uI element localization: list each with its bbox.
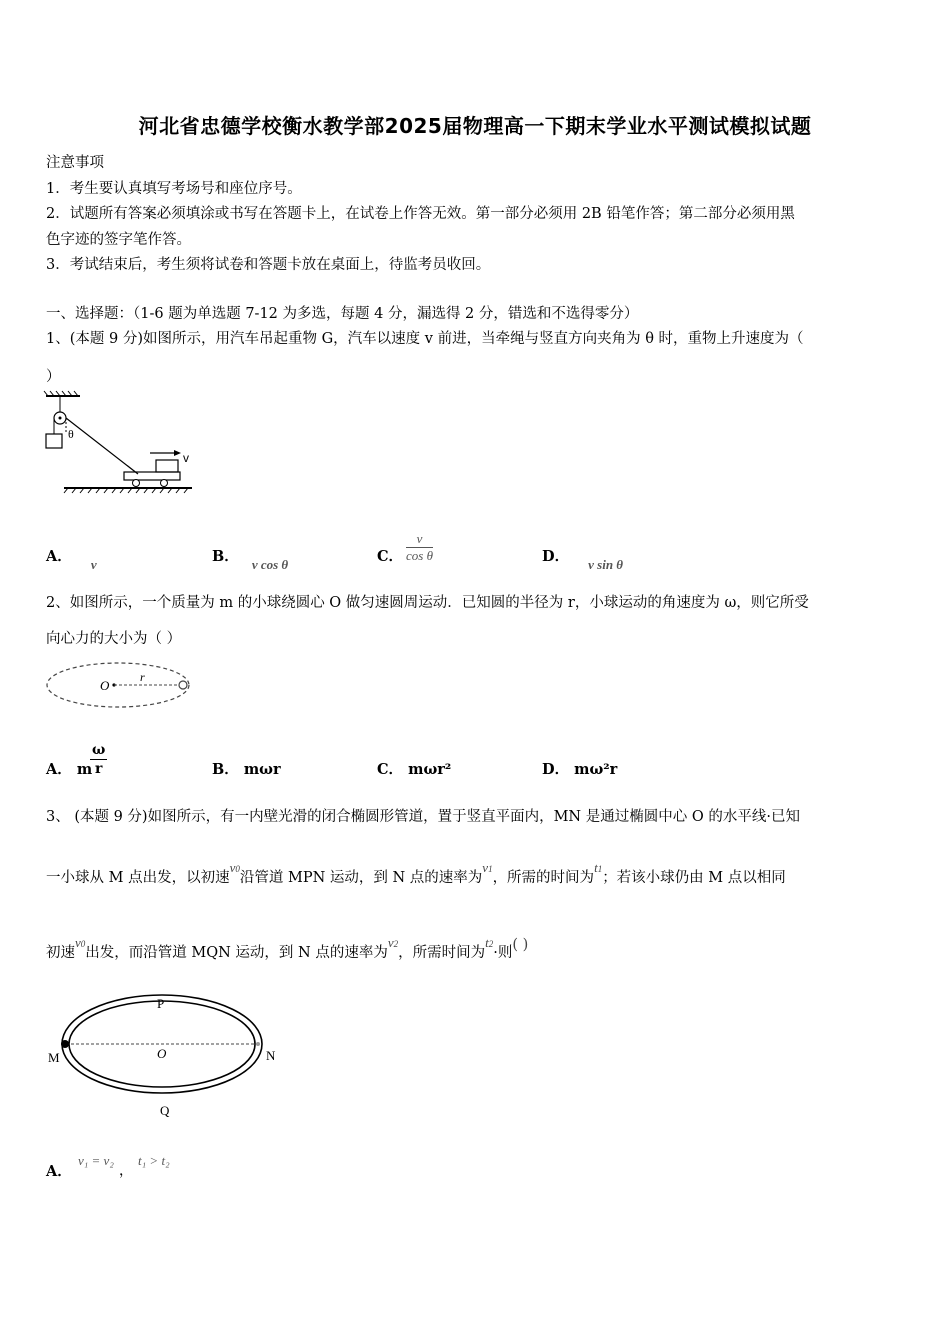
q1-option-a-expr: v <box>90 557 97 572</box>
q2-option-d-expr: mω²r <box>574 761 618 778</box>
q1-option-b-label: B． <box>212 548 239 565</box>
q3-line3-part2: 出发，而沿管道 MQN 运动，到 N 点的速率为 <box>85 945 388 961</box>
q2-option-a-numerator: ω <box>92 742 106 758</box>
q1-option-c[interactable] <box>377 545 403 566</box>
q3-text-line3 <box>46 935 529 962</box>
q3-figure <box>44 990 284 1120</box>
q3-n-label: N <box>266 1048 276 1063</box>
q3-sym-t1: t1 <box>594 860 603 875</box>
q3-q-label: Q <box>160 1103 170 1118</box>
q3-answer-paren: ( ) <box>512 937 529 953</box>
q3-text-line2 <box>46 860 786 887</box>
q2-option-b[interactable] <box>212 758 281 779</box>
q3-line3-part3: ，所需时间为 <box>398 945 486 961</box>
q3-line2-part1: 一小球从 M 点出发，以初速 <box>46 870 230 886</box>
notice-heading: 注意事项 <box>46 155 104 171</box>
q3-sym-v2: v2 <box>387 935 399 950</box>
q2-option-a-fraction <box>90 741 107 778</box>
q3-sym-t2: t2 <box>485 935 494 950</box>
q1-v-label: v <box>183 451 189 465</box>
q3-o-label: O <box>157 1046 167 1061</box>
q3-option-a-label: A． <box>46 1163 72 1180</box>
q1-option-d[interactable] <box>542 545 624 572</box>
q2-option-c-label: C． <box>377 761 404 778</box>
q3-line2-part4: ；若该小球仍由 M 点以相同 <box>602 870 786 886</box>
q2-text-cont: 向心力的大小为（ ） <box>46 631 182 647</box>
q3-option-a[interactable] <box>46 1160 72 1181</box>
q2-text: 2、如图所示，一个质量为 m 的小球绕圆心 O 做匀速圆周运动．已知圆的半径为 r，小球运动的角速度为 ω，则它所受 <box>46 595 809 611</box>
q1-option-d-expr: v sin θ <box>588 557 624 572</box>
q1-option-c-fraction <box>406 531 433 564</box>
q1-option-c-denominator: cos θ <box>406 548 433 563</box>
q2-option-a-label: A． <box>46 761 72 778</box>
notice-item-3: 3．考试结束后，考生须将试卷和答题卡放在桌面上，待监考员收回。 <box>46 257 491 273</box>
q2-option-b-label: B． <box>212 761 239 778</box>
q1-option-a-label: A． <box>46 548 72 565</box>
q3-m-label: M <box>48 1050 60 1065</box>
q3-option-a-expr1: v₁ = v₂ <box>78 1153 114 1168</box>
q1-option-b-expr: v cos θ <box>251 557 289 572</box>
q2-option-d[interactable] <box>542 758 617 779</box>
notice-item-1: 1．考生要认真填写考场号和座位序号。 <box>46 181 302 197</box>
section-heading: 一、选择题：（1-6 题为单选题 7-12 为多选，每题 4 分，漏选得 2 分，错选和不选得零分） <box>46 306 639 322</box>
q2-option-a-prefix: m <box>76 761 93 778</box>
q1-text-cont: ） <box>46 369 61 385</box>
q2-option-b-expr: mωr <box>243 761 281 778</box>
q1-text: 1、(本题 9 分)如图所示，用汽车吊起重物 G，汽车以速度 v 前进，当牵绳与竖直方向夹角为 θ 时，重物上升速度为（ <box>46 331 804 347</box>
q1-option-b[interactable] <box>212 545 289 572</box>
q1-theta-label: θ <box>68 427 74 441</box>
q3-line2-part3: ，所需的时间为 <box>492 870 595 886</box>
q1-option-c-label: C． <box>377 548 404 565</box>
q1-option-d-label: D． <box>542 548 570 565</box>
q3-p-label: P <box>157 996 165 1011</box>
notice-item-2: 2．试题所有答案必须填涂或书写在答题卡上，在试卷上作答无效。第一部分必须用 2B 铅笔作答；第二部分必须用黑 <box>46 206 795 222</box>
q2-option-a-denominator: r <box>94 761 103 777</box>
q3-option-a-separator: ， <box>118 1163 133 1179</box>
q3-line3-part4: ·则 <box>493 945 513 961</box>
q3-option-a-expr2: t₁ > t₂ <box>138 1153 170 1168</box>
page-title: 河北省忠德学校衡水教学部2025届物理高一下期末学业水平测试模拟试题 <box>138 114 812 138</box>
q2-o-label: O <box>100 678 110 693</box>
q2-option-d-label: D． <box>542 761 570 778</box>
q2-option-a[interactable] <box>46 758 92 779</box>
q3-option-a-content <box>78 1150 170 1179</box>
q3-sym-v1: v1 <box>482 860 493 875</box>
q2-r-label: r <box>140 670 145 684</box>
q3-line2-part2: 沿管道 MPN 运动，到 N 点的速率为 <box>239 870 483 886</box>
notice-item-2-cont: 色字迹的签字笔作答。 <box>46 232 191 248</box>
q3-line3-part1: 初速 <box>46 945 75 961</box>
q1-figure <box>40 390 200 496</box>
q3-sym-v0: v0 <box>229 860 240 875</box>
q1-option-a[interactable] <box>46 545 97 572</box>
q3-sym-v0-2: v0 <box>75 935 86 950</box>
q1-option-c-numerator: v <box>406 531 433 548</box>
q3-text: 3、 (本题 9 分)如图所示，有一内壁光滑的闭合椭圆形管道，置于竖直平面内，MN 是通过椭圆中心 O 的水平线·已知 <box>46 809 800 825</box>
q2-option-c-expr: mωr² <box>408 761 452 778</box>
q2-figure <box>44 660 194 710</box>
q2-option-c[interactable] <box>377 758 451 779</box>
